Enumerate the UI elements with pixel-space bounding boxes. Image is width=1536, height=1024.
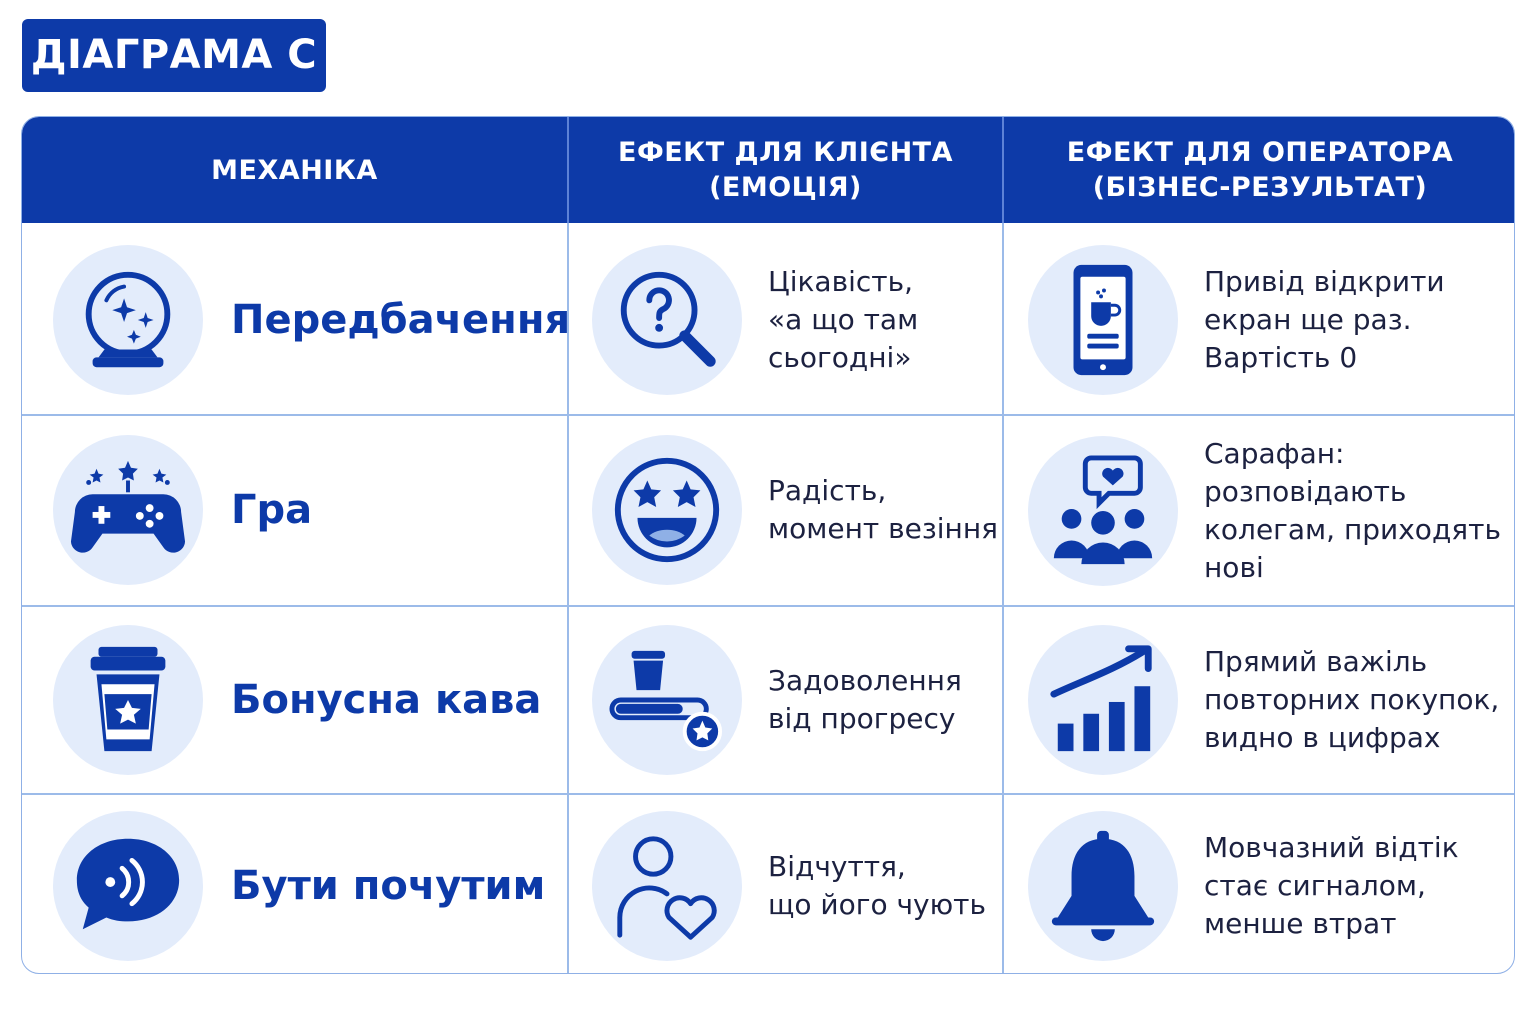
operator-effect-text: Мовчазний відтік стає сигналом, менше втрат: [1204, 831, 1459, 940]
mechanic-label: Гра: [231, 487, 313, 533]
header-divider: [567, 117, 569, 223]
row-divider: [22, 793, 1514, 795]
client-effect-text: Відчуття, що його чують: [768, 850, 986, 921]
crystal-ball-icon: [53, 245, 203, 395]
row-divider: [22, 605, 1514, 607]
progress-cup-icon: [592, 625, 742, 775]
header-operator-effect: ЕФЕКТ ДЛЯ ОПЕРАТОРА (БІЗНЕС-РЕЗУЛЬТАТ): [1066, 137, 1454, 203]
table-row-operator: [1028, 245, 1445, 395]
mechanic-label: Бонусна кава: [231, 677, 542, 723]
mechanic-label: Бути почутим: [231, 863, 546, 909]
client-effect-text: Цікавість, «а що там сьогодні»: [768, 265, 919, 374]
row-divider: [22, 414, 1514, 416]
star-eyes-face-icon: [592, 435, 742, 585]
speech-bubble-sound-icon: [53, 811, 203, 961]
diagram-badge: ДІАГРАМА C: [22, 19, 326, 92]
table-row-client: [592, 811, 986, 961]
phone-coffee-icon: [1028, 245, 1178, 395]
operator-effect-text: Прямий важіль повторних покупок, видно в цифрах: [1204, 645, 1500, 754]
operator-effect-text: Привід відкрити екран ще раз. Вартість 0: [1204, 265, 1445, 374]
table-row-operator: [1028, 811, 1459, 961]
mechanic-label: Передбачення: [231, 297, 571, 343]
header-mechanic: МЕХАНІКА: [211, 154, 378, 186]
table-row-client: [592, 435, 998, 585]
person-heart-icon: [592, 811, 742, 961]
table-row-mechanic: [53, 435, 312, 585]
bell-icon: [1028, 811, 1178, 961]
client-effect-text: Задоволення від прогресу: [768, 664, 962, 735]
table-row-mechanic: [53, 625, 541, 775]
table-header: [22, 117, 1514, 223]
header-client-effect: ЕФЕКТ ДЛЯ КЛІЄНТА (ЕМОЦІЯ): [618, 137, 953, 203]
header-divider: [1002, 117, 1004, 223]
table-row-operator: [1028, 435, 1514, 587]
operator-effect-text: Сарафан: розповідають колегам, приходять нові: [1204, 437, 1501, 584]
table-row-client: [592, 625, 962, 775]
gamepad-icon: [53, 435, 203, 585]
table-row-mechanic: [53, 811, 545, 961]
coffee-cup-star-icon: [53, 625, 203, 775]
comparison-table: [21, 116, 1515, 974]
growth-chart-icon: [1028, 625, 1178, 775]
client-effect-text: Радість, момент везіння: [768, 474, 998, 545]
column-divider: [1002, 223, 1004, 973]
people-chat-heart-icon: [1028, 436, 1178, 586]
table-row-client: [592, 245, 918, 395]
question-magnifier-icon: [592, 245, 742, 395]
table-row-operator: [1028, 625, 1499, 775]
table-row-mechanic: [53, 245, 570, 395]
